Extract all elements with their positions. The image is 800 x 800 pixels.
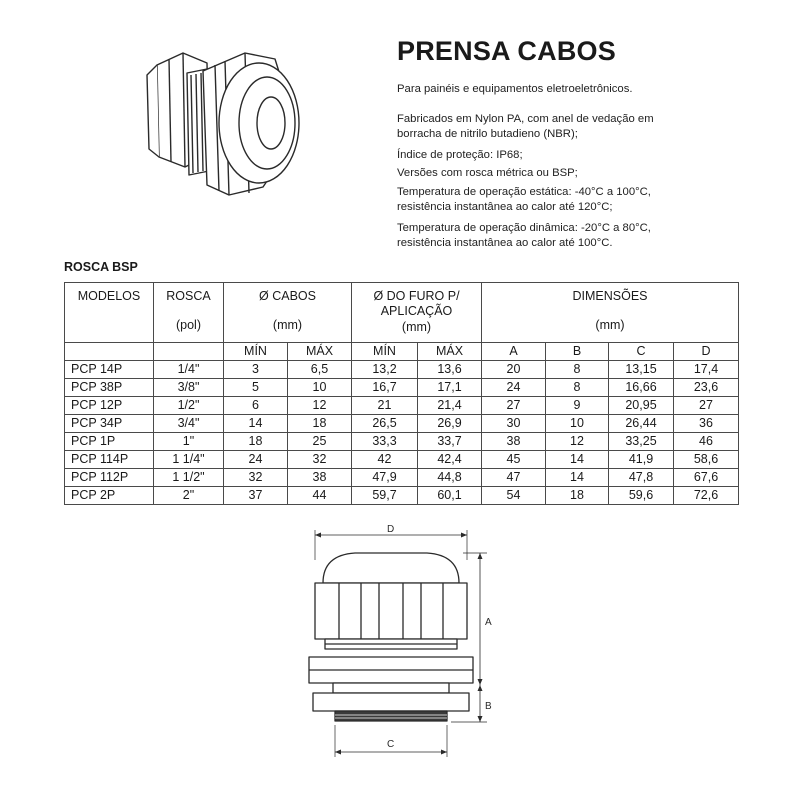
model-cell: PCP 12P bbox=[65, 397, 154, 415]
table-cell: 3/8" bbox=[154, 379, 224, 397]
table-cell: 1/4" bbox=[154, 361, 224, 379]
table-cell: 41,9 bbox=[609, 451, 674, 469]
table-cell: 59,7 bbox=[352, 487, 418, 505]
table-cell: 30 bbox=[482, 415, 546, 433]
table-row bbox=[65, 415, 739, 433]
subheader-cell: B bbox=[546, 343, 609, 361]
table-cell: 72,6 bbox=[674, 487, 739, 505]
subheader-cell: MÁX bbox=[418, 343, 482, 361]
model-cell: PCP 34P bbox=[65, 415, 154, 433]
table-cell: 42,4 bbox=[418, 451, 482, 469]
table-cell: 14 bbox=[224, 415, 288, 433]
description-static-temp bbox=[397, 185, 651, 215]
subheader-cell: D bbox=[674, 343, 739, 361]
cable-gland-isometric-drawing bbox=[125, 45, 315, 215]
section-title-rosca-bsp: ROSCA BSP bbox=[64, 260, 138, 274]
model-cell: PCP 114P bbox=[65, 451, 154, 469]
subheader-cell: MÁX bbox=[288, 343, 352, 361]
table-cell: 32 bbox=[288, 451, 352, 469]
header-furo-unit: (mm) bbox=[401, 320, 432, 334]
table-cell: 42 bbox=[352, 451, 418, 469]
model-cell: PCP 38P bbox=[65, 379, 154, 397]
subheader-cell: A bbox=[482, 343, 546, 361]
table-cell: 27 bbox=[674, 397, 739, 415]
table-cell: 1" bbox=[154, 433, 224, 451]
dimension-label-a: A bbox=[485, 617, 492, 628]
dimension-label-b: B bbox=[485, 701, 492, 712]
table-cell: 10 bbox=[288, 379, 352, 397]
table-cell: 21,4 bbox=[418, 397, 482, 415]
table-cell: 60,1 bbox=[418, 487, 482, 505]
table-cell: 38 bbox=[482, 433, 546, 451]
table-cell: 5 bbox=[224, 379, 288, 397]
header-dimensoes bbox=[482, 283, 739, 343]
table-cell: 9 bbox=[546, 397, 609, 415]
description-line: Versões com rosca métrica ou BSP; bbox=[397, 167, 578, 179]
table-cell: 37 bbox=[224, 487, 288, 505]
table-cell: 16,7 bbox=[352, 379, 418, 397]
description-line: resistência instantânea ao calor até 100°C. bbox=[397, 237, 613, 249]
table-cell: 14 bbox=[546, 451, 609, 469]
table-cell: 45 bbox=[482, 451, 546, 469]
table-row bbox=[65, 451, 739, 469]
table-cell: 26,44 bbox=[609, 415, 674, 433]
description-line: Fabricados em Nylon PA, com anel de vedação em bbox=[397, 113, 654, 125]
table-cell: 6 bbox=[224, 397, 288, 415]
table-cell: 13,6 bbox=[418, 361, 482, 379]
table-cell: 20,95 bbox=[609, 397, 674, 415]
table-cell: 32 bbox=[224, 469, 288, 487]
subheader-cell-empty bbox=[65, 343, 154, 361]
table-row bbox=[65, 433, 739, 451]
table-cell: 33,25 bbox=[609, 433, 674, 451]
table-cell: 2" bbox=[154, 487, 224, 505]
table-cell: 36 bbox=[674, 415, 739, 433]
table-cell: 59,6 bbox=[609, 487, 674, 505]
subheader-cell: MÍN bbox=[224, 343, 288, 361]
table-subheader-row bbox=[65, 343, 739, 361]
table-cell: 8 bbox=[546, 361, 609, 379]
table-cell: 24 bbox=[482, 379, 546, 397]
description-line: Temperatura de operação estática: -40°C a 100°C, bbox=[397, 186, 651, 198]
product-title: PRENSA CABOS bbox=[397, 36, 616, 66]
header-furo bbox=[352, 283, 482, 343]
header-cabos bbox=[224, 283, 352, 343]
description-line: resistência instantânea ao calor até 120°C; bbox=[397, 201, 613, 213]
model-cell: PCP 112P bbox=[65, 469, 154, 487]
table-cell: 44 bbox=[288, 487, 352, 505]
description-ip-rating bbox=[397, 148, 523, 163]
header-modelos bbox=[65, 283, 154, 343]
description-line: borracha de nitrilo butadieno (NBR); bbox=[397, 128, 578, 140]
subheader-cell: MÍN bbox=[352, 343, 418, 361]
table-cell: 1 1/2" bbox=[154, 469, 224, 487]
dimension-label-d: D bbox=[387, 525, 395, 535]
cable-gland-front-drawing bbox=[295, 525, 505, 770]
table-header-row bbox=[65, 283, 739, 343]
table-cell: 47,8 bbox=[609, 469, 674, 487]
table-cell: 44,8 bbox=[418, 469, 482, 487]
table-cell: 38 bbox=[288, 469, 352, 487]
table-cell: 10 bbox=[546, 415, 609, 433]
table-cell: 13,2 bbox=[352, 361, 418, 379]
header-furo-label-2: APLICAÇÃO bbox=[380, 304, 453, 318]
table-cell: 25 bbox=[288, 433, 352, 451]
table-cell: 58,6 bbox=[674, 451, 739, 469]
table-cell: 18 bbox=[546, 487, 609, 505]
subheader-cell-empty bbox=[154, 343, 224, 361]
table-cell: 17,4 bbox=[674, 361, 739, 379]
table-cell: 24 bbox=[224, 451, 288, 469]
table-cell: 13,15 bbox=[609, 361, 674, 379]
model-cell: PCP 14P bbox=[65, 361, 154, 379]
header-furo-label: Ø DO FURO P/ bbox=[373, 289, 460, 303]
subheader-cell: C bbox=[609, 343, 674, 361]
spec-table bbox=[64, 282, 739, 505]
header-rosca bbox=[154, 283, 224, 343]
table-cell: 67,6 bbox=[674, 469, 739, 487]
table-cell: 23,6 bbox=[674, 379, 739, 397]
table-cell: 18 bbox=[288, 415, 352, 433]
table-cell: 47 bbox=[482, 469, 546, 487]
header-dimensoes-label: DIMENSÕES bbox=[572, 289, 648, 303]
table-cell: 18 bbox=[224, 433, 288, 451]
table-cell: 21 bbox=[352, 397, 418, 415]
table-row bbox=[65, 397, 739, 415]
description-thread-versions bbox=[397, 166, 578, 181]
header-rosca-unit: (pol) bbox=[175, 318, 201, 332]
table-cell: 33,3 bbox=[352, 433, 418, 451]
table-cell: 54 bbox=[482, 487, 546, 505]
table-cell: 3/4" bbox=[154, 415, 224, 433]
table-cell: 46 bbox=[674, 433, 739, 451]
header-modelos-label: MODELOS bbox=[77, 289, 141, 303]
header-cabos-label: Ø CABOS bbox=[259, 289, 316, 303]
table-cell: 3 bbox=[224, 361, 288, 379]
table-row bbox=[65, 379, 739, 397]
product-subtitle: Para painéis e equipamentos eletroeletrônicos. bbox=[397, 83, 633, 95]
header-rosca-label: ROSCA bbox=[166, 289, 211, 303]
table-cell: 1 1/4" bbox=[154, 451, 224, 469]
table-cell: 6,5 bbox=[288, 361, 352, 379]
model-cell: PCP 1P bbox=[65, 433, 154, 451]
table-cell: 33,7 bbox=[418, 433, 482, 451]
description-material bbox=[397, 112, 654, 142]
table-row bbox=[65, 361, 739, 379]
table-cell: 8 bbox=[546, 379, 609, 397]
description-line: Temperatura de operação dinâmica: -20°C a 80°C, bbox=[397, 222, 651, 234]
table-cell: 26,5 bbox=[352, 415, 418, 433]
table-cell: 16,66 bbox=[609, 379, 674, 397]
table-row bbox=[65, 469, 739, 487]
table-cell: 47,9 bbox=[352, 469, 418, 487]
description-dynamic-temp bbox=[397, 221, 651, 251]
table-cell: 14 bbox=[546, 469, 609, 487]
table-cell: 12 bbox=[288, 397, 352, 415]
description-line: Índice de proteção: IP68; bbox=[397, 149, 523, 161]
table-cell: 12 bbox=[546, 433, 609, 451]
table-cell: 17,1 bbox=[418, 379, 482, 397]
table-cell: 27 bbox=[482, 397, 546, 415]
table-row bbox=[65, 487, 739, 505]
dimension-label-c: C bbox=[387, 739, 395, 750]
table-cell: 26,9 bbox=[418, 415, 482, 433]
table-body bbox=[65, 361, 739, 505]
model-cell: PCP 2P bbox=[65, 487, 154, 505]
table-cell: 1/2" bbox=[154, 397, 224, 415]
header-cabos-unit: (mm) bbox=[272, 318, 303, 332]
header-dimensoes-unit: (mm) bbox=[595, 318, 625, 332]
table-cell: 20 bbox=[482, 361, 546, 379]
